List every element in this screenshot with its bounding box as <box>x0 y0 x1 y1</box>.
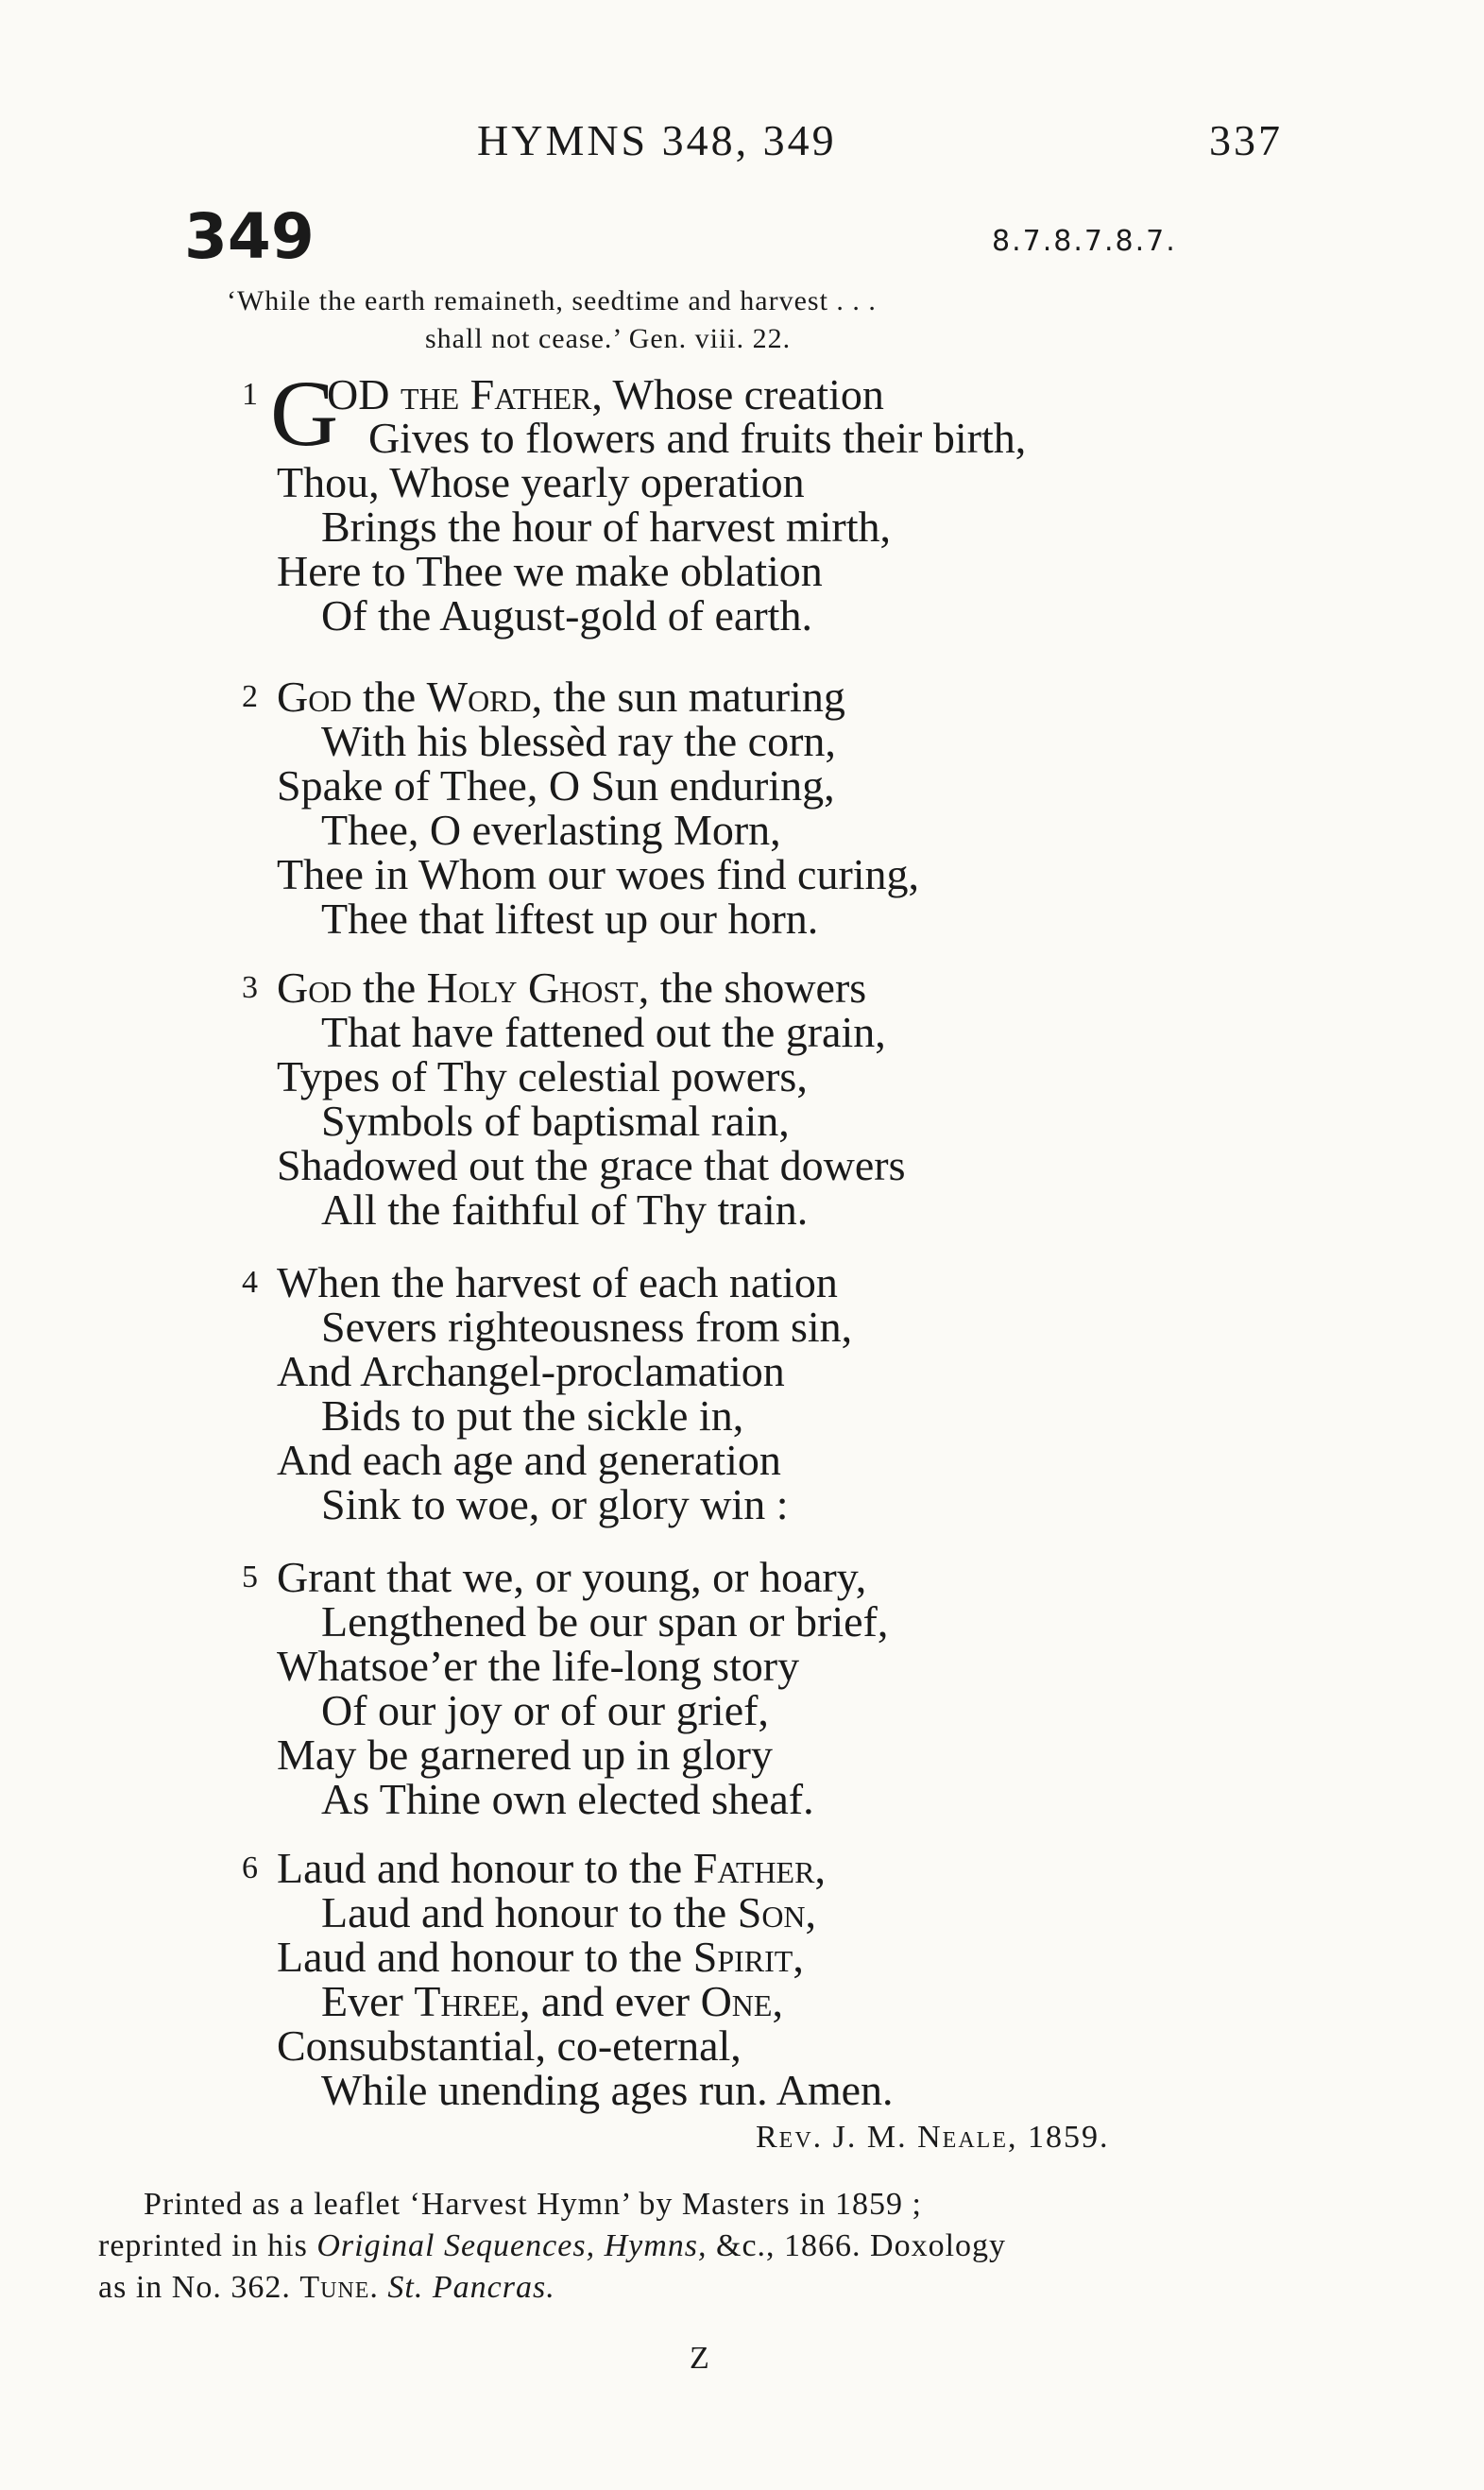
verse-line: Sink to woe, or glory win : <box>321 1480 789 1528</box>
verse-line: Grant that we, or young, or hoary, <box>277 1553 867 1601</box>
verse-text: Father <box>469 370 592 418</box>
verse-text: Spirit <box>692 1933 793 1981</box>
stanza-number: 3 <box>242 970 258 1005</box>
verse-line: Of the August-gold of earth. <box>321 591 812 640</box>
verse-text: Son <box>737 1888 806 1936</box>
verse-line <box>321 1979 783 2024</box>
note-line <box>98 2267 555 2309</box>
note-line <box>98 2226 1006 2267</box>
verse-text: God <box>277 964 352 1012</box>
stanza-number: 5 <box>242 1560 258 1595</box>
verse-text: , the showers <box>638 964 867 1012</box>
verse-line <box>321 1890 816 1936</box>
hymn-number: 349 <box>184 200 315 273</box>
verse-line: With his blessèd ray the corn, <box>321 717 836 765</box>
note-text: Tune. <box>299 2270 379 2305</box>
verse-line: Bids to put the sickle in, <box>321 1391 744 1440</box>
verse-text: One <box>700 1977 773 2025</box>
verse-text: , the sun maturing <box>531 673 845 721</box>
verse-line: Of our joy or of our grief, <box>321 1686 769 1734</box>
running-title: HYMNS 348, 349 <box>477 116 837 164</box>
verse-line: Symbols of baptismal rain, <box>321 1097 790 1145</box>
verse-line <box>327 372 884 418</box>
verse-text: God <box>277 673 352 721</box>
verse-line: Thou, Whose yearly operation <box>277 458 805 506</box>
verse-text: OD the <box>327 370 470 418</box>
verse-text: the <box>351 673 427 721</box>
verse-text: , <box>772 1977 783 2025</box>
verse-line <box>277 674 845 720</box>
verse-line: Thee in Whom our woes find curing, <box>277 850 920 898</box>
verse-line <box>277 1935 804 1980</box>
verse-text: Holy Ghost <box>426 964 639 1012</box>
epigraph-line: ‘While the earth remaineth, seedtime and harvest . . . <box>227 285 877 316</box>
verse-line: Consubstantial, co-eternal, <box>277 2021 742 2070</box>
stanza-number: 6 <box>242 1850 258 1885</box>
verse-text: Father <box>692 1844 815 1892</box>
verse-line: Whatsoe’er the life-long story <box>277 1642 800 1690</box>
verse-line: And each age and generation <box>277 1436 781 1484</box>
note-line: Printed as a leaflet ‘Harvest Hymn’ by Masters in 1859 ; <box>144 2187 922 2222</box>
drop-cap: G <box>270 361 339 466</box>
verse-line: May be garnered up in glory <box>277 1731 774 1779</box>
verse-text: , and ever <box>520 1977 701 2025</box>
verse-line <box>277 965 866 1011</box>
hymn-metre: 8.7.8.7.8.7. <box>992 225 1177 258</box>
verse-line: That have fattened out the grain, <box>321 1008 886 1056</box>
verse-line: And Archangel-proclamation <box>277 1347 785 1395</box>
verse-text: Laud and honour to the <box>277 1844 693 1892</box>
verse-line <box>277 1846 826 1891</box>
note-text: St. Pancras. <box>387 2270 555 2305</box>
verse-line: Thee, O everlasting Morn, <box>321 806 781 854</box>
verse-line: Thee that liftest up our horn. <box>321 895 819 943</box>
stanza-number: 2 <box>242 679 258 714</box>
verse-line: Lengthened be our span or brief, <box>321 1597 889 1646</box>
note-text <box>379 2270 388 2305</box>
verse-line: When the harvest of each nation <box>277 1258 838 1306</box>
page-number: 337 <box>1209 116 1283 164</box>
running-header <box>0 115 1484 172</box>
verse-line: Gives to flowers and fruits their birth, <box>368 414 1027 462</box>
epigraph-line: shall not cease.’ Gen. viii. 22. <box>425 323 792 354</box>
verse-text: Ever <box>321 1977 415 2025</box>
note-text: &c., 1866. Doxology <box>707 2228 1007 2263</box>
verse-line: All the faithful of Thy train. <box>321 1185 809 1234</box>
stanza-number: 4 <box>242 1265 258 1300</box>
signature-mark: Z <box>690 2341 709 2376</box>
verse-text: Laud and honour to the <box>277 1933 693 1981</box>
note-text: as in No. 362. <box>98 2270 300 2305</box>
verse-text: Word <box>426 673 532 721</box>
verse-line: Severs righteousness from sin, <box>321 1303 853 1351</box>
verse-text: , Whose creation <box>591 370 884 418</box>
verse-text: , <box>814 1844 826 1892</box>
hymn-author: Rev. J. M. Neale, 1859. <box>756 2120 1110 2155</box>
verse-text: the <box>351 964 427 1012</box>
verse-text: Three <box>414 1977 520 2025</box>
verse-line: Spake of Thee, O Sun enduring, <box>277 761 835 810</box>
verse-line: As Thine own elected sheaf. <box>321 1775 814 1823</box>
note-text: Original Sequences, Hymns, <box>316 2228 708 2263</box>
verse-text: Laud and honour to the <box>321 1888 738 1936</box>
verse-line: While unending ages run. Amen. <box>321 2066 894 2114</box>
verse-line: Types of Thy celestial powers, <box>277 1052 808 1100</box>
verse-line: Shadowed out the grace that dowers <box>277 1141 906 1189</box>
verse-line: Here to Thee we make oblation <box>277 547 823 595</box>
verse-text: , <box>793 1933 804 1981</box>
verse-text: , <box>805 1888 817 1936</box>
note-text: reprinted in his <box>98 2228 317 2263</box>
verse-line: Brings the hour of harvest mirth, <box>321 503 892 551</box>
stanza-number: 1 <box>242 377 258 412</box>
